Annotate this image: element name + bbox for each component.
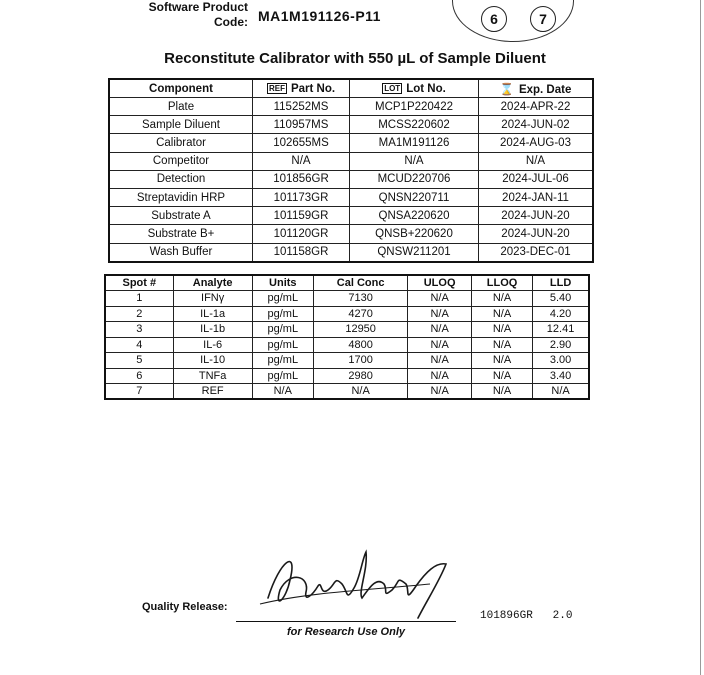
cell-component: Sample Diluent bbox=[109, 116, 253, 134]
spot-cell: 1 bbox=[105, 291, 173, 307]
cell-part: N/A bbox=[253, 152, 350, 170]
cell-lot: MCP1P220422 bbox=[350, 98, 479, 116]
spot-header-cell: LLOQ bbox=[471, 275, 532, 291]
spot-header-cell: Analyte bbox=[173, 275, 252, 291]
table-row bbox=[109, 243, 593, 262]
spot-cell: IL-6 bbox=[173, 337, 252, 353]
cell-lot: MCSS220602 bbox=[350, 116, 479, 134]
cell-exp: N/A bbox=[479, 152, 594, 170]
spot-cell: 12950 bbox=[313, 322, 407, 338]
table-row bbox=[105, 291, 589, 307]
cell-exp: 2024-JUN-02 bbox=[479, 116, 594, 134]
spot-cell: IL-1b bbox=[173, 322, 252, 338]
product-code-label: Software Product Code: bbox=[148, 0, 248, 29]
spot-cell: IL-1a bbox=[173, 306, 252, 322]
cell-lot: QNSN220711 bbox=[350, 188, 479, 206]
table-row bbox=[105, 384, 589, 400]
spot-cell: N/A bbox=[252, 384, 313, 400]
research-use-only-note: for Research Use Only bbox=[287, 626, 405, 638]
spot-cell: N/A bbox=[471, 384, 532, 400]
cell-exp: 2024-JUN-20 bbox=[479, 207, 594, 225]
cell-part: 101158GR bbox=[253, 243, 350, 262]
cell-component: Competitor bbox=[109, 152, 253, 170]
page-title: Reconstitute Calibrator with 550 µL of Sample Diluent bbox=[164, 50, 546, 67]
table-row bbox=[105, 337, 589, 353]
table-row bbox=[109, 98, 593, 116]
quality-release-label: Quality Release: bbox=[142, 601, 228, 613]
cell-lot: QNSB+220620 bbox=[350, 225, 479, 243]
cell-exp: 2023-DEC-01 bbox=[479, 243, 594, 262]
spot-cell: 12.41 bbox=[533, 322, 589, 338]
spot-header-cell: LLD bbox=[533, 275, 589, 291]
cell-component: Calibrator bbox=[109, 134, 253, 152]
spot-cell: pg/mL bbox=[252, 322, 313, 338]
table-row bbox=[105, 306, 589, 322]
spot-cell: N/A bbox=[408, 322, 472, 338]
table-row bbox=[109, 225, 593, 243]
spot-cell: IL-10 bbox=[173, 353, 252, 369]
table-row bbox=[105, 322, 589, 338]
spot-cell: N/A bbox=[471, 291, 532, 307]
spot-cell: 4.20 bbox=[533, 306, 589, 322]
spot-badge-7: 7 bbox=[530, 6, 556, 32]
exp-header: ⌛ Exp. Date bbox=[479, 79, 594, 98]
spot-badge-6: 6 bbox=[481, 6, 507, 32]
spot-cell: N/A bbox=[313, 384, 407, 400]
document-number: 101896GR 2.0 bbox=[480, 610, 573, 622]
cell-exp: 2024-AUG-03 bbox=[479, 134, 594, 152]
spot-header-cell: Cal Conc bbox=[313, 275, 407, 291]
spot-cell: TNFa bbox=[173, 368, 252, 384]
cell-exp: 2024-JUN-20 bbox=[479, 225, 594, 243]
spot-cell: pg/mL bbox=[252, 337, 313, 353]
spot-cell: IFNγ bbox=[173, 291, 252, 307]
table-header-row bbox=[109, 79, 593, 98]
spot-cell: N/A bbox=[408, 337, 472, 353]
spot-cell: 2.90 bbox=[533, 337, 589, 353]
table-row bbox=[109, 188, 593, 206]
spot-cell: N/A bbox=[408, 291, 472, 307]
spot-cell: N/A bbox=[408, 368, 472, 384]
spot-cell: N/A bbox=[533, 384, 589, 400]
spot-cell: N/A bbox=[408, 353, 472, 369]
cell-component: Plate bbox=[109, 98, 253, 116]
spot-cell: 3.40 bbox=[533, 368, 589, 384]
table-row bbox=[109, 207, 593, 225]
hourglass-icon: ⌛ bbox=[499, 83, 514, 96]
spot-cell: N/A bbox=[471, 353, 532, 369]
cell-part: 101120GR bbox=[253, 225, 350, 243]
table-row bbox=[109, 170, 593, 188]
spot-cell: 1700 bbox=[313, 353, 407, 369]
spot-cell: 6 bbox=[105, 368, 173, 384]
spot-header-cell: ULOQ bbox=[408, 275, 472, 291]
product-code: MA1M191126-P11 bbox=[258, 8, 381, 24]
cell-part: 101159GR bbox=[253, 207, 350, 225]
spot-cell: N/A bbox=[408, 306, 472, 322]
table-row bbox=[109, 116, 593, 134]
spot-cell: 4 bbox=[105, 337, 173, 353]
spots-table bbox=[104, 274, 590, 400]
table-header-row bbox=[105, 275, 589, 291]
cell-exp: 2024-JAN-11 bbox=[479, 188, 594, 206]
cell-part: 102655MS bbox=[253, 134, 350, 152]
spot-cell: 7 bbox=[105, 384, 173, 400]
cell-lot: QNSA220620 bbox=[350, 207, 479, 225]
spot-cell: pg/mL bbox=[252, 306, 313, 322]
components-table bbox=[108, 78, 594, 263]
spot-cell: N/A bbox=[408, 384, 472, 400]
cell-lot: MCUD220706 bbox=[350, 170, 479, 188]
cell-exp: 2024-APR-22 bbox=[479, 98, 594, 116]
cell-part: 110957MS bbox=[253, 116, 350, 134]
scan-edge-line bbox=[700, 0, 701, 675]
cell-part: 101856GR bbox=[253, 170, 350, 188]
spot-cell: 3 bbox=[105, 322, 173, 338]
spot-cell: 5.40 bbox=[533, 291, 589, 307]
cell-component: Detection bbox=[109, 170, 253, 188]
table-row bbox=[105, 353, 589, 369]
signature-line bbox=[236, 621, 456, 622]
spot-cell: 3.00 bbox=[533, 353, 589, 369]
spot-cell: N/A bbox=[471, 368, 532, 384]
spot-cell: N/A bbox=[471, 306, 532, 322]
signature-image bbox=[250, 540, 470, 622]
cell-part: 115252MS bbox=[253, 98, 350, 116]
spot-header-cell: Spot # bbox=[105, 275, 173, 291]
table-row bbox=[109, 152, 593, 170]
spot-cell: 2980 bbox=[313, 368, 407, 384]
spot-cell: REF bbox=[173, 384, 252, 400]
cell-component: Wash Buffer bbox=[109, 243, 253, 262]
spot-cell: N/A bbox=[471, 322, 532, 338]
spot-cell: 5 bbox=[105, 353, 173, 369]
spot-cell: 4800 bbox=[313, 337, 407, 353]
cell-lot: N/A bbox=[350, 152, 479, 170]
cell-component: Streptavidin HRP bbox=[109, 188, 253, 206]
cell-component: Substrate B+ bbox=[109, 225, 253, 243]
cell-part: 101173GR bbox=[253, 188, 350, 206]
spot-cell: 4270 bbox=[313, 306, 407, 322]
ref-symbol-icon: REF bbox=[268, 83, 285, 93]
cell-lot: QNSW211201 bbox=[350, 243, 479, 262]
lot-symbol-icon: LOT bbox=[384, 83, 401, 93]
spot-header-cell: Units bbox=[252, 275, 313, 291]
component-header: Component bbox=[109, 79, 253, 98]
cell-component: Substrate A bbox=[109, 207, 253, 225]
spot-cell: 7130 bbox=[313, 291, 407, 307]
spot-cell: pg/mL bbox=[252, 291, 313, 307]
table-row bbox=[109, 134, 593, 152]
table-row bbox=[105, 368, 589, 384]
cell-lot: MA1M191126 bbox=[350, 134, 479, 152]
spot-cell: N/A bbox=[471, 337, 532, 353]
spot-cell: 2 bbox=[105, 306, 173, 322]
lot-header: LOT Lot No. bbox=[350, 79, 479, 98]
part-header: REF Part No. bbox=[253, 79, 350, 98]
cell-exp: 2024-JUL-06 bbox=[479, 170, 594, 188]
spot-cell: pg/mL bbox=[252, 368, 313, 384]
spot-cell: pg/mL bbox=[252, 353, 313, 369]
